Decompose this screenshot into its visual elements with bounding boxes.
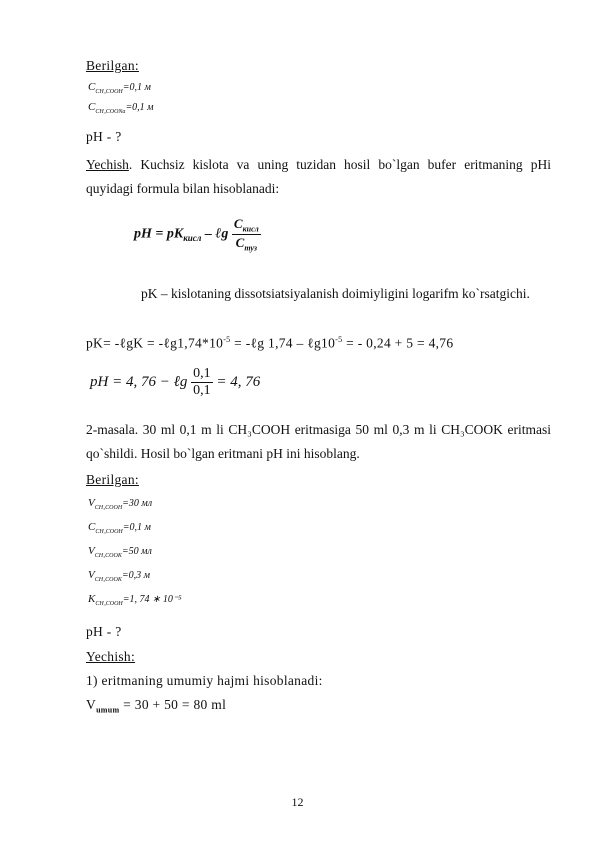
- page-number: 12: [291, 795, 304, 809]
- given-row: $V_{CH_3COOH}=30$ мл: [88, 497, 153, 511]
- pk-definition: pK – kislotaning dissotsiatsiyalanish doimiyligini logarifm ko`rsatgichi.: [141, 286, 530, 301]
- given-row: $V_{CH_3COOK}=0,3$ м: [88, 569, 150, 583]
- question-1: pH - ?: [86, 129, 122, 144]
- ph-calculation: pH = 4, 76 − ℓg $\frac{0,1}{0,1}$ = 4, 76: [90, 366, 261, 398]
- given-row: $C_{CH_3COOH}=0,1$ м: [88, 521, 151, 535]
- pk-calculation: pK= -ℓgK = $-\ell g1,74*10^{-5}$ = -ℓg $1,74 - \ell g10^{-5}$ = - 0,24 + 5 = 4,76: [86, 335, 454, 351]
- step-1: 1) eritmaning umumiy hajmi hisoblanadi:: [86, 673, 323, 688]
- given-label-2: Berilgan:: [86, 472, 139, 487]
- given-label-1: Berilgan:: [86, 58, 139, 73]
- volume-calculation: $V_{umum} = 30 + 50 = 80$ ml: [86, 697, 227, 715]
- solution-paragraph: Yechish. Kuchsiz kislota va uning tuzidan hosil bo`lgan bufer eritmaning pHi quyidagi formula bilan hisoblanadi:: [86, 157, 551, 196]
- task2-statement: 2-masala. 30 ml 0,1 m li CH₃COOH eritmasiga 50 ml 0,3 m li CH₃COOK eritmasi qo`shildi. Hosil bo`lgan eritmani pH ini hisoblang.: [86, 422, 551, 461]
- solution-label-2: Yechish:: [86, 649, 136, 664]
- given-row: $V_{CH_3COOK}=50$ мл: [88, 545, 152, 559]
- given-row: $C_{CH_3COONa}=0,1$ м: [88, 101, 154, 115]
- buffer-formula: pH = $pK_{кисл}$ – ℓg $\frac{C_{кисл}}{C_{туз}}$: [134, 216, 259, 253]
- given-row: $K_{CH_3COOH}=1$, 74 ∗ 10⁻⁵: [88, 593, 182, 607]
- given-row: $C_{CH_3COOH}=0,1$ м: [88, 81, 151, 95]
- question-2: pH - ?: [86, 624, 122, 639]
